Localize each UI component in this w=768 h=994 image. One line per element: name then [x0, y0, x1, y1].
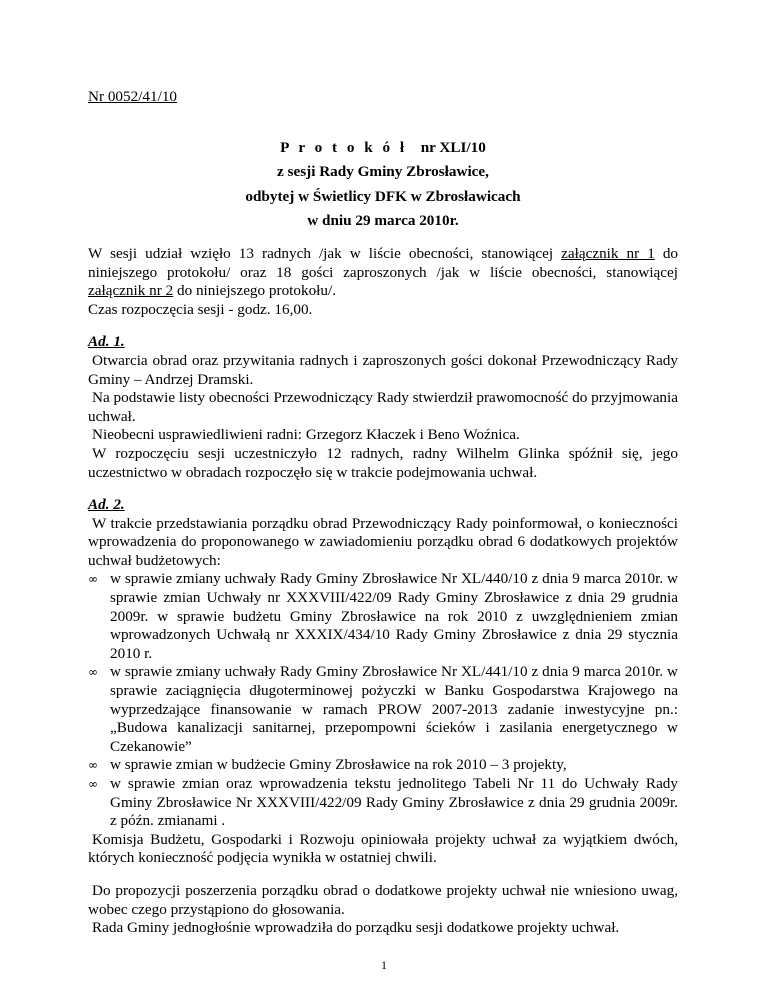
title-line-4: w dniu 29 marca 2010r.	[307, 212, 459, 230]
title-line-2: z sesji Rady Gminy Zbrosławice,	[277, 163, 489, 181]
ad1-paragraph: Otwarcia obrad oraz przywitania radnych i zaproszonych gości dokonał Przewodniczący Rady Gminy – Andrzej Dramski.	[88, 351, 678, 388]
list-item-text: w sprawie zmian oraz wprowadzenia tekstu jednolitego Tabeli Nr 11 do Uchwały Rady Gminy Zbrosławice Nr XXXVIII/422/09 Rady Gminy Zbrosławice z dnia 29 grudnia 2009r. z późn. zmianami .	[110, 775, 678, 830]
document-page	[88, 88, 678, 938]
attachment-1-reference: załącznik nr 1	[561, 244, 655, 262]
title-number: nr XLI/10	[420, 138, 486, 156]
ad1-paragraph: W rozpoczęciu sesji uczestniczyło 12 radnych, radny Wilhelm Glinka spóźnił się, jego uczestnictwo w obradach rozpoczęło się w trakcie podejmowania uchwał.	[88, 444, 678, 481]
committee-note: Komisja Budżetu, Gospodarki i Rozwoju opiniowała projekty uchwał za wyjątkiem dwóch, których konieczność podjęcia wynikła w ostatniej chwili.	[88, 830, 678, 867]
bullet-icon: ∞	[88, 758, 98, 773]
ad2-heading: Ad. 2.	[88, 496, 125, 514]
intro-text-c: do niniejszego protokołu/.	[173, 282, 336, 300]
bullet-icon: ∞	[88, 572, 98, 587]
list-item	[88, 663, 678, 756]
ad2-lead: W trakcie przedstawiania porządku obrad Przewodniczący Rady poinformował, o konieczności wprowadzenia do proponowanego w zawiadomieniu porządku obrad 6 dodatkowych projektów uchwał budżetowych:	[88, 514, 678, 569]
document-number: Nr 0052/41/10	[88, 88, 178, 105]
list-item-text: w sprawie zmiany uchwały Rady Gminy Zbrosławice Nr XL/440/10 z dnia 9 marca 2010r. w sprawie zmian Uchwały nr XXXVIII/422/09 Rady Gminy Zbrosławice z dnia 29 grudnia 2009r. w sprawie budżetu Gminy Zbrosławice na rok 2010 z uwzględnieniem zmian wprowadzonych Uchwałą nr XXXIX/434/10 Rady Gminy Zbrosławice z dnia 29 stycznia 2010 r.	[110, 570, 678, 662]
list-item-text: w sprawie zmiany uchwały Rady Gminy Zbrosławice Nr XL/441/10 z dnia 9 marca 2010r. w sprawie zaciągnięcia długoterminowej pożyczki w Banku Gospodarstwa Krajowego na wyprzedzające finansowanie w ramach PROW 2007-2013 zadanie inwestycyjne pn.:„Budowa kanalizacji sanitarnej, przepompowni ścieków i zasilania energetycznego w Czekanowie”	[110, 663, 678, 755]
ad1-paragraph: Na podstawie listy obecności Przewodniczący Rady stwierdził prawomocność do przyjmowania uchwał.	[88, 389, 678, 425]
ad1-heading: Ad. 1.	[88, 333, 125, 351]
list-item-text: w sprawie zmian w budżecie Gminy Zbrosławice na rok 2010 – 3 projekty,	[110, 756, 567, 774]
title-line-1	[88, 139, 678, 158]
intro-paragraph	[88, 245, 678, 301]
document-title-block	[88, 139, 678, 231]
title-line-3: odbytej w Świetlicy DFK w Zbrosławicach	[245, 187, 521, 205]
page-number: 1	[381, 958, 387, 972]
ad2-paragraph: Rada Gminy jednogłośnie wprowadziła do porządku sesji dodatkowe projekty uchwał.	[92, 919, 620, 937]
ad1-paragraph: Nieobecni usprawiedliwieni radni: Grzegorz Kłaczek i Beno Woźnica.	[92, 426, 520, 444]
attachment-2-reference: załącznik nr 2	[88, 282, 174, 300]
bullet-icon: ∞	[88, 777, 98, 791]
title-protokol: P r o t o k ó ł	[280, 138, 408, 156]
intro-text-a: W sesji udział wzięło 13 radnych /jak w liście obecności, stanowiącej	[88, 244, 562, 262]
start-time: Czas rozpoczęcia sesji - godz. 16,00.	[88, 300, 313, 318]
resolution-list	[88, 570, 678, 830]
list-item	[88, 775, 678, 831]
bullet-icon: ∞	[88, 665, 98, 680]
intro-text-b: do niniejszego protokołu/ oraz 18 gości zaproszonych /jak w liście obecności, stanowiącej	[88, 244, 679, 281]
ad2-paragraph: Do propozycji poszerzenia porządku obrad o dodatkowe projekty uchwał nie wniesiono uwag, wobec czego przystąpiono do głosowania.	[88, 881, 678, 918]
list-item	[88, 570, 678, 663]
list-item	[88, 756, 678, 775]
